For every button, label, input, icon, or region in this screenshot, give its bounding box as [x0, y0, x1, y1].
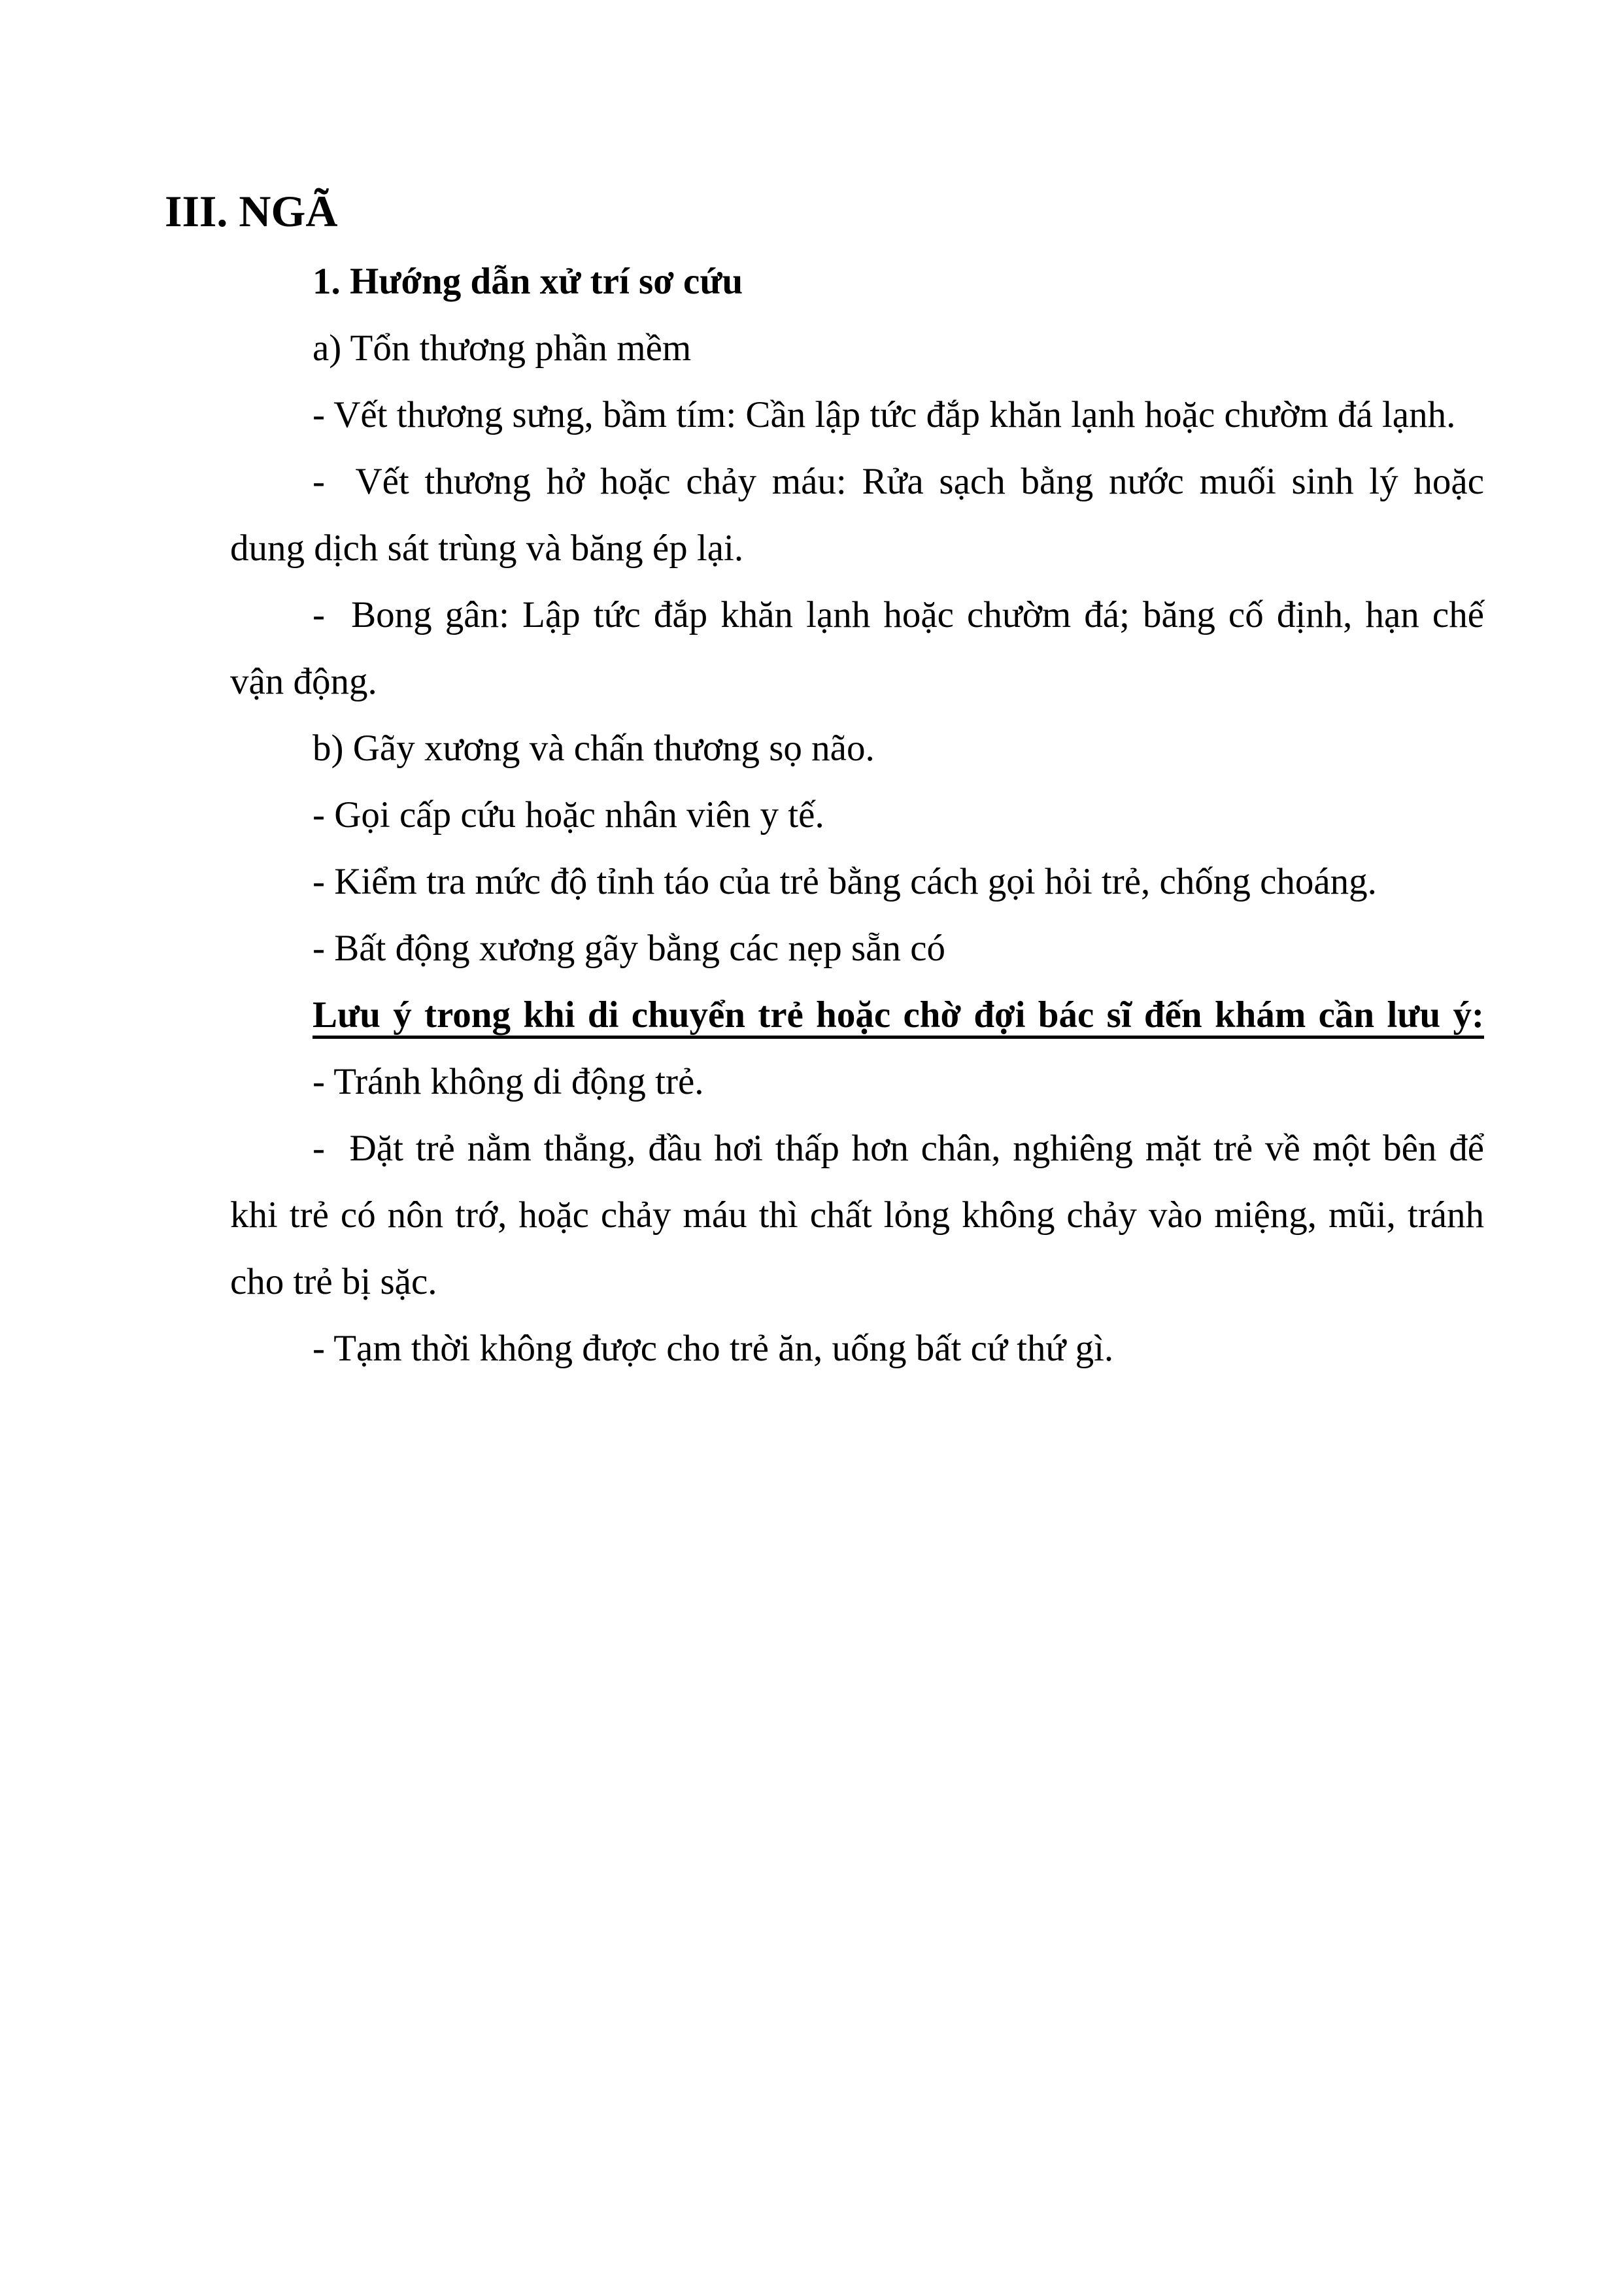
text-line: cho trẻ bị sặc.: [230, 1261, 437, 1302]
paragraph: [230, 1049, 1484, 1115]
note-heading-underlined-text: Lưu ý trong khi di chuyển trẻ hoặc chờ đợi bác sĩ đến khám cần lưu ý:: [313, 994, 1484, 1039]
paragraph: [230, 248, 1484, 315]
paragraph: [230, 315, 1484, 382]
text-line: - Tránh không di động trẻ.: [313, 1061, 704, 1102]
text-line: - Gọi cấp cứu hoặc nhân viên y tế.: [313, 794, 824, 835]
paragraph: [230, 715, 1484, 782]
text-line: - Bất động xương gãy bằng các nẹp sẵn có: [313, 928, 945, 969]
paragraph: [230, 782, 1484, 849]
text-line: - Đặt trẻ nằm thẳng, đầu hơi thấp hơn chân, nghiêng mặt trẻ về một bên để: [313, 1128, 1484, 1169]
text-line: b) Gãy xương và chấn thương sọ não.: [313, 728, 875, 769]
text-line: - Kiểm tra mức độ tỉnh táo của trẻ bằng cách gọi hỏi trẻ, chống choáng.: [313, 861, 1377, 902]
text-line: - Tạm thời không được cho trẻ ăn, uống bất cứ thứ gì.: [313, 1328, 1114, 1369]
paragraph: [230, 982, 1484, 1049]
paragraph: [230, 1115, 1484, 1315]
paragraph: [165, 178, 1484, 245]
paragraph: [230, 915, 1484, 982]
text-line: - Vết thương sưng, bầm tím: Cần lập tức đắp khăn lạnh hoặc chườm đá lạnh.: [313, 394, 1456, 435]
subheading: 1. Hướng dẫn xử trí sơ cứu: [313, 261, 743, 302]
paragraph: [230, 1315, 1484, 1382]
section-heading: III. NGÃ: [165, 186, 338, 236]
paragraph: [230, 582, 1484, 715]
paragraph: [230, 448, 1484, 582]
document-content: [165, 178, 1484, 1382]
text-line: khi trẻ có nôn trớ, hoặc chảy máu thì chất lỏng không chảy vào miệng, mũi, tránh: [230, 1194, 1484, 1236]
note-heading: [230, 982, 1484, 1049]
text-line: vận động.: [230, 661, 377, 702]
paragraph: [230, 382, 1484, 448]
text-line: - Vết thương hở hoặc chảy máu: Rửa sạch bằng nước muối sinh lý hoặc: [313, 461, 1484, 502]
paragraph: [230, 849, 1484, 915]
text-line: - Bong gân: Lập tức đắp khăn lạnh hoặc chườm đá; băng cố định, hạn chế: [313, 594, 1484, 635]
text-line: a) Tổn thương phần mềm: [313, 328, 692, 369]
text-line: dung dịch sát trùng và băng ép lại.: [230, 528, 744, 569]
